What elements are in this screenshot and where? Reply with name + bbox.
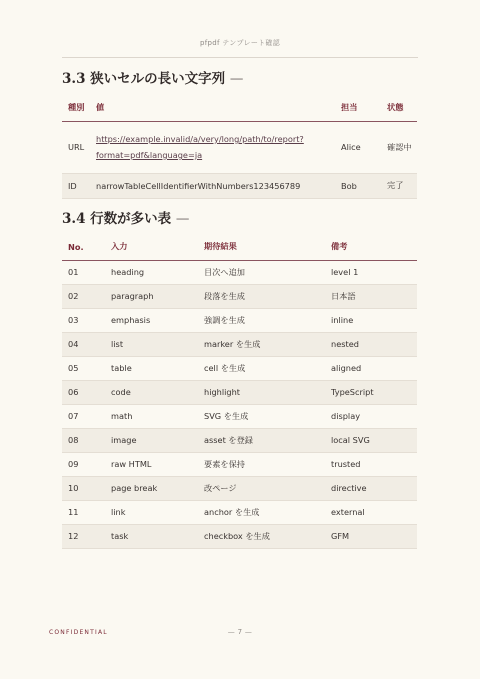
table-cell: 09 [62, 452, 105, 476]
table-cell: anchor を生成 [198, 500, 325, 524]
table-cell: directive [325, 476, 417, 500]
table-cell: 10 [62, 476, 105, 500]
column-header: 状態 [381, 94, 417, 121]
table-cell: list [105, 332, 198, 356]
narrow-cell-table [62, 94, 417, 199]
table-cell: 01 [62, 260, 105, 284]
table-cell: raw HTML [105, 452, 198, 476]
table-cell: Alice [335, 121, 381, 173]
column-header: 担当 [335, 94, 381, 121]
table-cell: 段落を生成 [198, 284, 325, 308]
table-cell: 目次へ追加 [198, 260, 325, 284]
heading-dash: — [229, 71, 244, 87]
table-cell: 11 [62, 500, 105, 524]
table-cell: 08 [62, 428, 105, 452]
table-cell: ID [62, 173, 90, 198]
heading-dash: — [175, 211, 190, 227]
section-heading-3-4 [62, 207, 189, 227]
page-number: — 7 — [227, 628, 253, 636]
table-cell: 12 [62, 524, 105, 548]
table-row [62, 332, 417, 356]
table-cell: 要素を保持 [198, 452, 325, 476]
table-cell: emphasis [105, 308, 198, 332]
table-header-row [62, 94, 417, 121]
heading-text: 3.3 狭いセルの長い文字列 [62, 71, 226, 87]
column-header: 種別 [62, 94, 90, 121]
confidential-label: CONFIDENTIAL [49, 629, 108, 636]
table-cell: TypeScript [325, 380, 417, 404]
table-cell: 日本語 [325, 284, 417, 308]
table-cell: Bob [335, 173, 381, 198]
table-row [62, 500, 417, 524]
table-cell: link [105, 500, 198, 524]
table-row [62, 524, 417, 548]
table-cell: code [105, 380, 198, 404]
table-cell: marker を生成 [198, 332, 325, 356]
table-cell: 05 [62, 356, 105, 380]
table-cell: level 1 [325, 260, 417, 284]
table-cell: 04 [62, 332, 105, 356]
table-row [62, 356, 417, 380]
page-header [62, 38, 418, 58]
table-cell: page break [105, 476, 198, 500]
table-header-row [62, 234, 417, 260]
table-row [62, 121, 417, 173]
table-row [62, 476, 417, 500]
table-cell: nested [325, 332, 417, 356]
table-row [62, 428, 417, 452]
document-title: pfpdf テンプレート確認 [199, 39, 281, 47]
table-cell: local SVG [325, 428, 417, 452]
table-cell: math [105, 404, 198, 428]
heading-text: 3.4 行数が多い表 [62, 211, 172, 227]
table-cell: image [105, 428, 198, 452]
table-cell: 完了 [381, 173, 417, 198]
url-link[interactable] [90, 121, 335, 173]
table-cell: aligned [325, 356, 417, 380]
table-cell: 強調を生成 [198, 308, 325, 332]
table-body [62, 260, 417, 548]
table-row [62, 380, 417, 404]
table-cell: inline [325, 308, 417, 332]
table-cell: SVG を生成 [198, 404, 325, 428]
table-row [62, 284, 417, 308]
table-cell: paragraph [105, 284, 198, 308]
table-cell: checkbox を生成 [198, 524, 325, 548]
column-header: No. [62, 234, 105, 260]
table-row [62, 173, 417, 198]
table-cell: display [325, 404, 417, 428]
many-rows-table [62, 234, 417, 549]
table-cell: trusted [325, 452, 417, 476]
column-header: 値 [90, 94, 335, 121]
column-header: 期待結果 [198, 234, 325, 260]
section-heading-3-3 [62, 67, 243, 87]
url-line-2: format=pdf&language=ja [96, 150, 203, 160]
table-cell: 改ページ [198, 476, 325, 500]
table-cell: 06 [62, 380, 105, 404]
url-line-1: https://example.invalid/a/very/long/path/to/report? [96, 134, 304, 144]
table-row [62, 452, 417, 476]
table-cell: external [325, 500, 417, 524]
table-row [62, 260, 417, 284]
table-cell: 07 [62, 404, 105, 428]
table-cell: 確認中 [381, 121, 417, 173]
table-cell: cell を生成 [198, 356, 325, 380]
column-header: 入力 [105, 234, 198, 260]
table-cell: asset を登録 [198, 428, 325, 452]
table-cell: URL [62, 121, 90, 173]
table-cell: task [105, 524, 198, 548]
table-cell: GFM [325, 524, 417, 548]
table-cell: highlight [198, 380, 325, 404]
table-cell: 02 [62, 284, 105, 308]
table-cell: narrowTableCellIdentifierWithNumbers123456789 [90, 173, 335, 198]
table-cell: table [105, 356, 198, 380]
table-row [62, 404, 417, 428]
table-cell: heading [105, 260, 198, 284]
table-row [62, 308, 417, 332]
table-cell: 03 [62, 308, 105, 332]
column-header: 備考 [325, 234, 417, 260]
